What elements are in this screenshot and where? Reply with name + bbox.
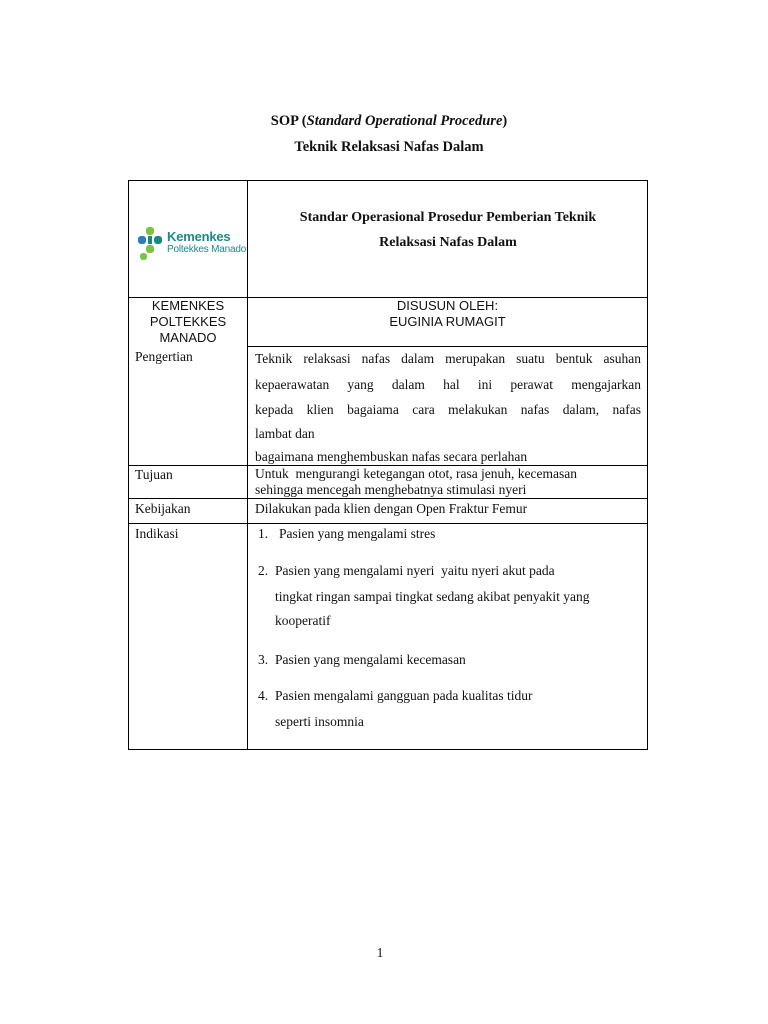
header-line-2: Relaksasi Nafas Dalam bbox=[379, 235, 517, 250]
pengertian-line: bagaimana menghembuskan nafas secara perlahan bbox=[255, 448, 528, 464]
row-label-tujuan: Tujuan bbox=[135, 467, 173, 482]
table-border-top bbox=[128, 180, 648, 181]
kemenkes-logo-icon bbox=[137, 226, 165, 262]
pengertian-line: kepaerawatan yang dalam hal ini perawat mengajarkan bbox=[255, 376, 641, 392]
pengertian-line: kepada klien bagaiama cara melakukan nafas dalam, nafas bbox=[255, 402, 641, 417]
org-line-3: MANADO bbox=[159, 330, 217, 345]
kemenkes-logo bbox=[137, 226, 247, 262]
table-border-bottom bbox=[128, 749, 648, 750]
tujuan-text bbox=[255, 466, 577, 498]
org-line-1: KEMENKES bbox=[151, 298, 225, 313]
document-subtitle: Teknik Relaksasi Nafas Dalam bbox=[294, 139, 484, 155]
tujuan-line-2: sehingga mencegah menghebatnya stimulasi nyeri bbox=[255, 482, 527, 497]
author-name: EUGINIA RUMAGIT bbox=[389, 314, 506, 329]
list-number: 3. bbox=[258, 652, 269, 667]
row-divider bbox=[128, 498, 648, 499]
logo-subname: Poltekkes Manado bbox=[167, 244, 247, 255]
list-item: seperti insomnia bbox=[275, 714, 364, 729]
sop-header bbox=[270, 205, 626, 255]
list-number: 1. bbox=[258, 526, 269, 541]
list-item: Pasien mengalami gangguan pada kualitas tidur bbox=[275, 688, 533, 703]
kebijakan-text: Dilakukan pada klien dengan Open Fraktur Femur bbox=[255, 501, 528, 516]
pengertian-line: lambat dan bbox=[255, 425, 315, 441]
logo-name: Kemenkes bbox=[167, 229, 231, 244]
author-cell bbox=[248, 298, 647, 330]
pengertian-line: Teknik relaksasi nafas dalam merupakan suatu bentuk asuhan bbox=[255, 351, 641, 366]
list-number: 2. bbox=[258, 563, 269, 578]
title-italic: Standard Operational Procedure bbox=[306, 113, 503, 129]
row-divider bbox=[128, 523, 648, 524]
list-item: Pasien yang mengalami nyeri yaitu nyeri akut pada bbox=[275, 563, 555, 578]
header-line-1: Standar Operasional Prosedur Pemberian Teknik bbox=[299, 210, 597, 225]
pengertian-text bbox=[255, 346, 641, 469]
list-number: 4. bbox=[258, 688, 269, 703]
row-label-indikasi: Indikasi bbox=[135, 526, 179, 541]
row-label-pengertian: Pengertian bbox=[135, 349, 193, 364]
list-item: kooperatif bbox=[275, 613, 331, 628]
page-number: 1 bbox=[376, 945, 384, 960]
org-line-2: POLTEKKES bbox=[149, 314, 227, 329]
org-cell bbox=[129, 298, 247, 346]
title-prefix: SOP ( bbox=[270, 113, 307, 129]
row-label-kebijakan: Kebijakan bbox=[135, 501, 191, 516]
list-item: Pasien yang mengalami stres bbox=[279, 526, 436, 541]
title-suffix: ) bbox=[502, 113, 508, 129]
list-item: Pasien yang mengalami kecemasan bbox=[275, 652, 466, 667]
list-item: tingkat ringan sampai tingkat sedang akibat penyakit yang bbox=[275, 589, 590, 604]
author-label: DISUSUN OLEH: bbox=[396, 298, 499, 313]
document-title bbox=[0, 113, 768, 130]
tujuan-line-1: Untuk mengurangi ketegangan otot, rasa jenuh, kecemasan bbox=[255, 466, 578, 481]
